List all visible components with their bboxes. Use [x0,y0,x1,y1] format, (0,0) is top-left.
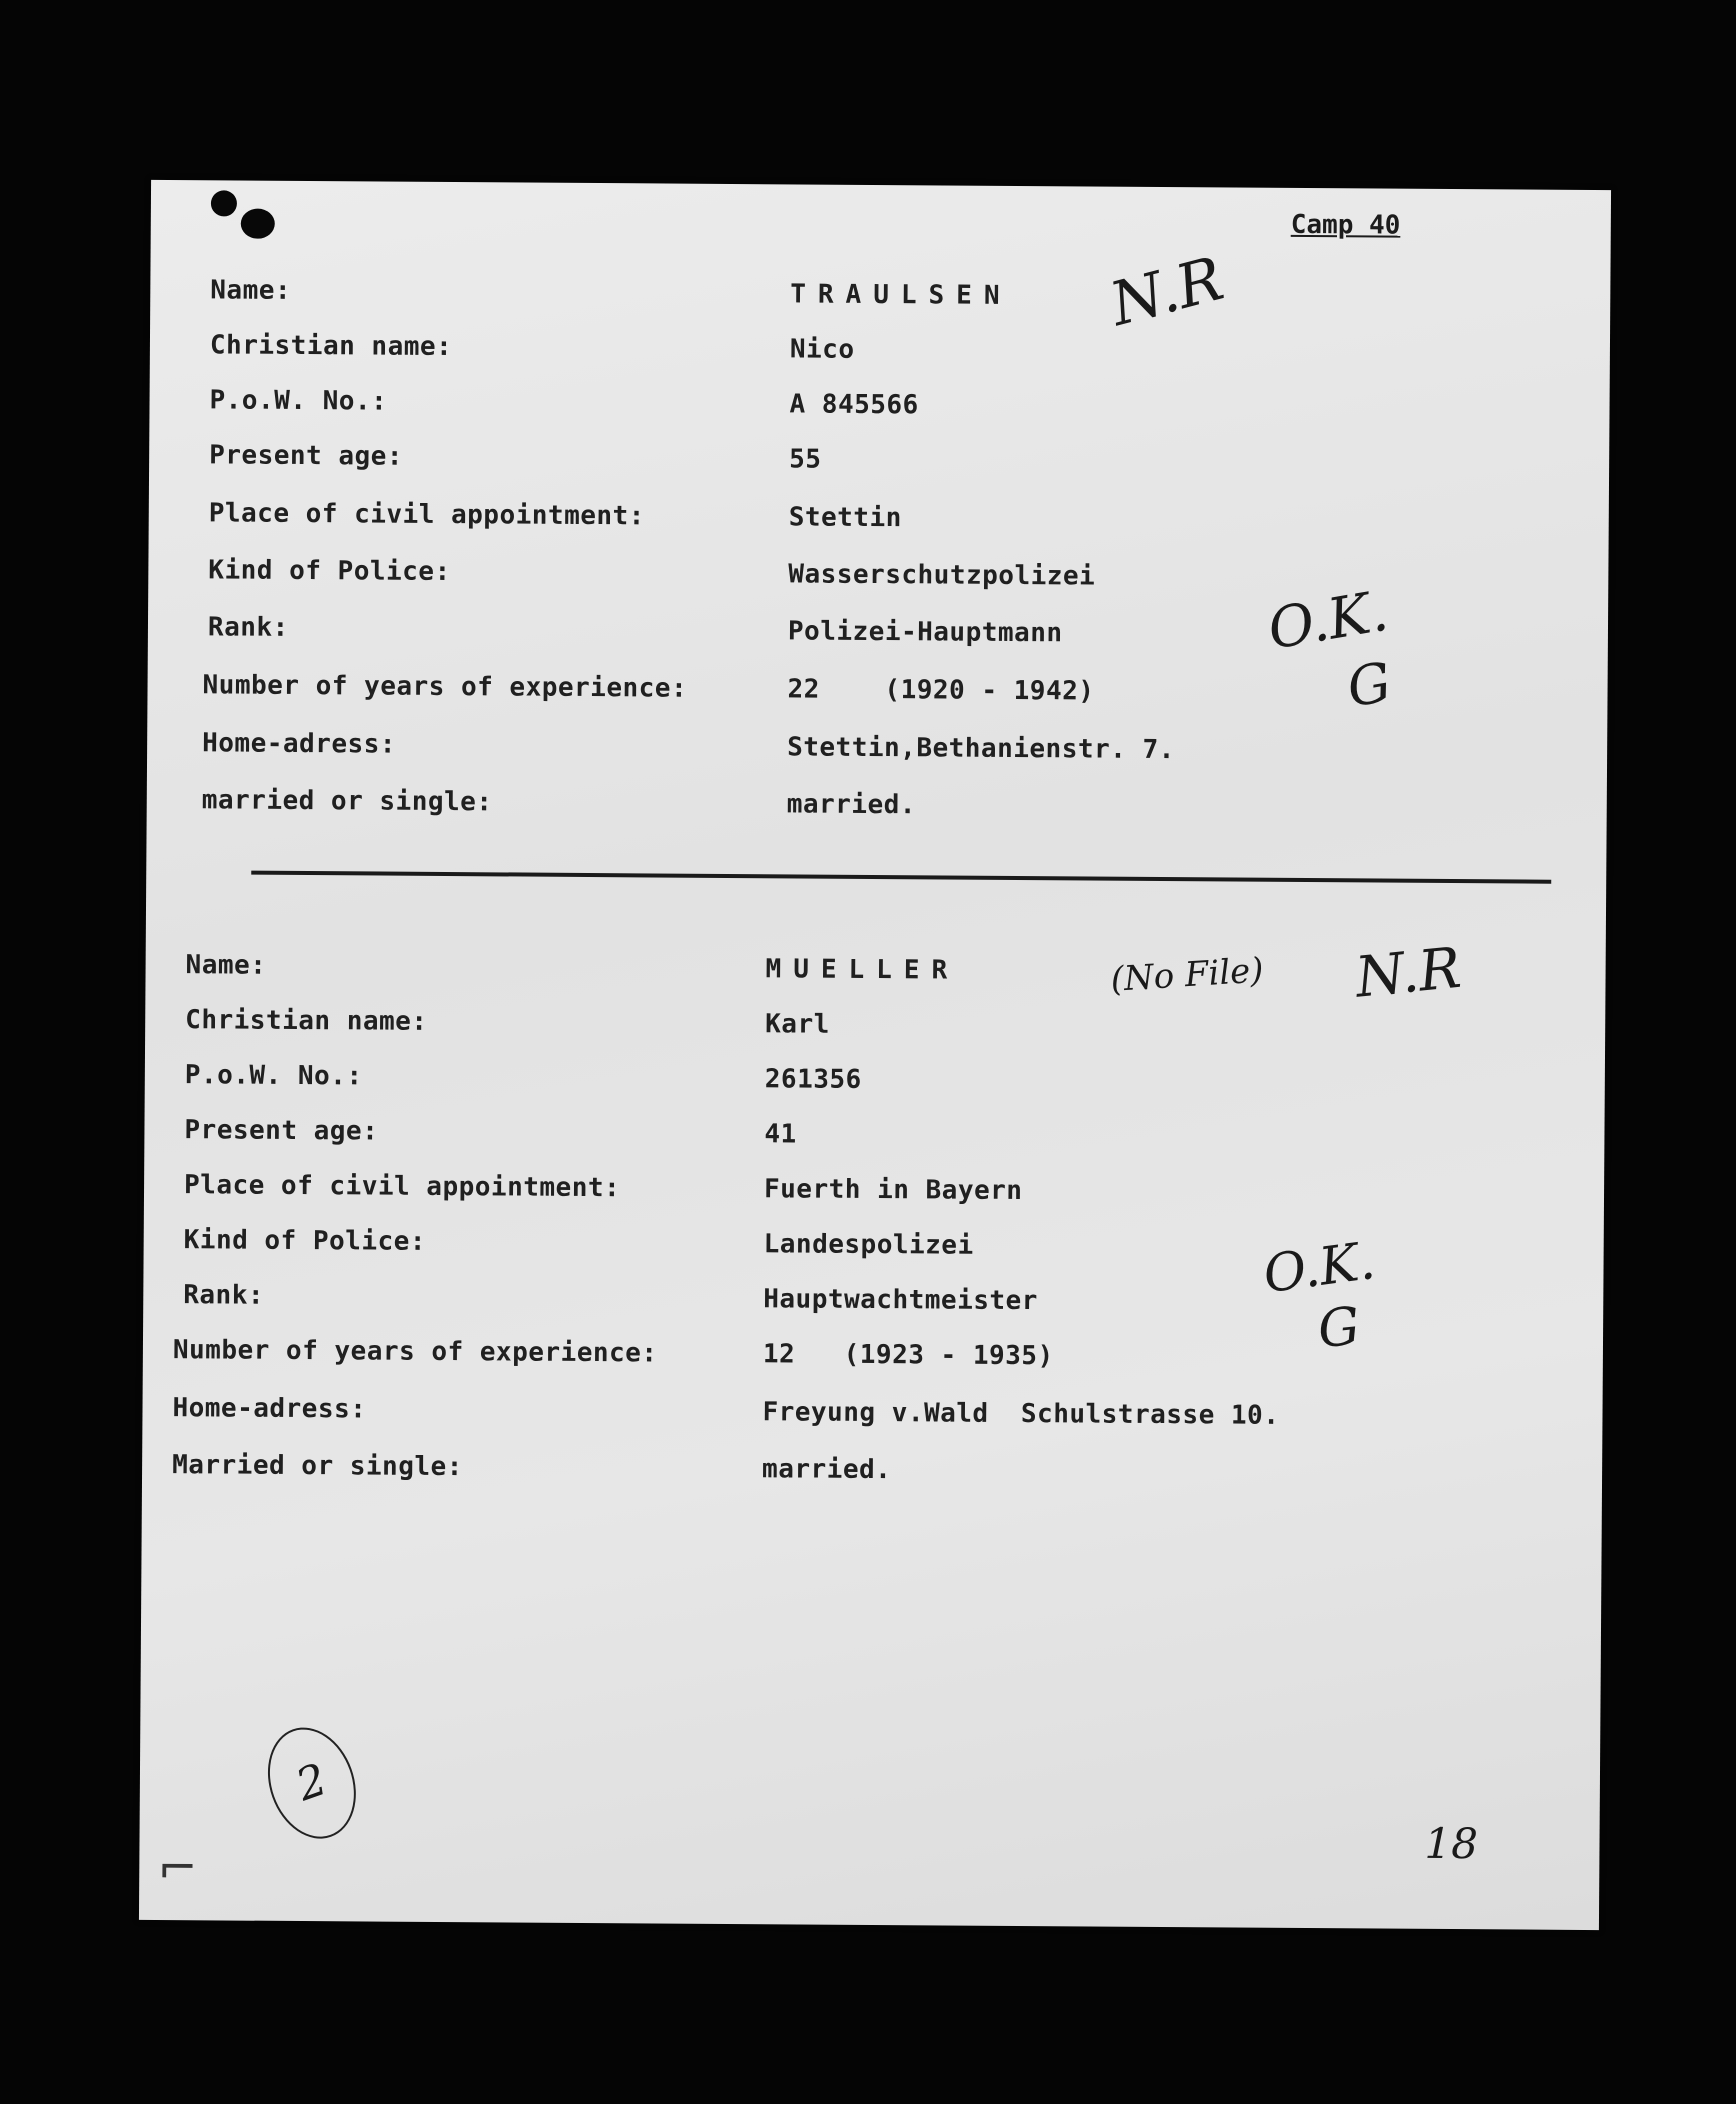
field-label: P.o.W. No.: [184,1060,363,1092]
punch-hole-large [211,190,237,216]
field-value: Wasserschutzpolizei [788,559,1096,592]
handwritten-ok: O.K. [1260,1230,1379,1306]
field-row [148,555,1608,605]
field-label: Christian name: [209,330,453,363]
field-row [143,1335,1603,1385]
field-label: Name: [185,950,267,981]
field-row [142,1450,1602,1500]
record-divider [251,871,1551,884]
handwritten-nr: N.R [1352,935,1464,1011]
field-row [145,1060,1605,1110]
field-row [149,498,1609,548]
surname-value: TRAULSEN [790,279,1012,311]
handwritten-initials: G [1315,1296,1363,1361]
field-label: Place of civil appointment: [183,1170,621,1204]
handwritten-ok: O.K. [1263,578,1393,663]
field-value: 12 (1923 - 1935) [762,1339,1054,1372]
field-label: Present age: [209,440,404,472]
field-value: married. [762,1454,892,1486]
handwritten-initials: G [1342,650,1396,720]
field-row [147,728,1607,778]
field-label: Number of years of experience: [172,1335,658,1369]
field-row [144,1170,1604,1220]
field-label: Number of years of experience: [202,670,688,704]
field-value: Karl [765,1009,830,1040]
field-value: Stettin [788,502,902,534]
field-value: Freyung v.Wald Schulstrasse 10. [762,1397,1280,1431]
field-value: 261356 [764,1064,862,1095]
page-number: 18 [1424,1818,1479,1869]
field-value: 41 [764,1119,797,1150]
field-value: Landespolizei [763,1229,974,1261]
field-row [149,385,1609,435]
field-value: 22 (1920 - 1942) [787,674,1095,707]
field-label: Rank: [183,1280,265,1311]
surname-value: MUELLER [765,954,960,986]
handwritten-file-note: (No File) [1109,950,1265,1000]
field-value: 55 [789,444,822,475]
field-value: Hauptwachtmeister [763,1284,1038,1317]
field-label: Home-adress: [202,728,397,760]
field-value: Fuerth in Bayern [763,1174,1023,1207]
field-value: Polizei-Hauptmann [787,616,1063,649]
field-value: Stettin,Bethanienstr. 7. [787,732,1175,766]
field-label: Name: [210,275,292,306]
field-label: Married or single: [172,1450,463,1483]
field-row [147,785,1607,835]
field-row [150,330,1610,380]
corner-bracket-mark: ⌐ [157,1840,198,1897]
field-label: Rank: [207,612,289,643]
handwritten-nr: N.R [1103,243,1231,341]
field-row [149,440,1609,490]
field-row [144,1225,1604,1275]
field-row [143,1280,1603,1330]
field-label: P.o.W. No.: [209,385,388,417]
document-sheet [139,180,1611,1930]
field-label: Present age: [184,1115,379,1147]
circled-number: 2 [253,1715,370,1851]
field-row [144,1115,1604,1165]
field-value: Nico [789,334,855,365]
camp-number: Camp 40 [1290,209,1401,241]
field-label: married or single: [201,785,493,818]
field-label: Place of civil appointment: [208,498,646,532]
field-label: Kind of Police: [183,1225,427,1257]
field-row [150,275,1610,325]
field-row [145,1005,1605,1055]
field-row [142,1393,1602,1443]
field-label: Kind of Police: [208,555,451,588]
field-value: married. [786,789,917,821]
field-label: Christian name: [185,1005,428,1037]
field-label: Home-adress: [172,1393,367,1425]
punch-hole-small [241,209,275,239]
field-value: A 845566 [789,389,919,421]
